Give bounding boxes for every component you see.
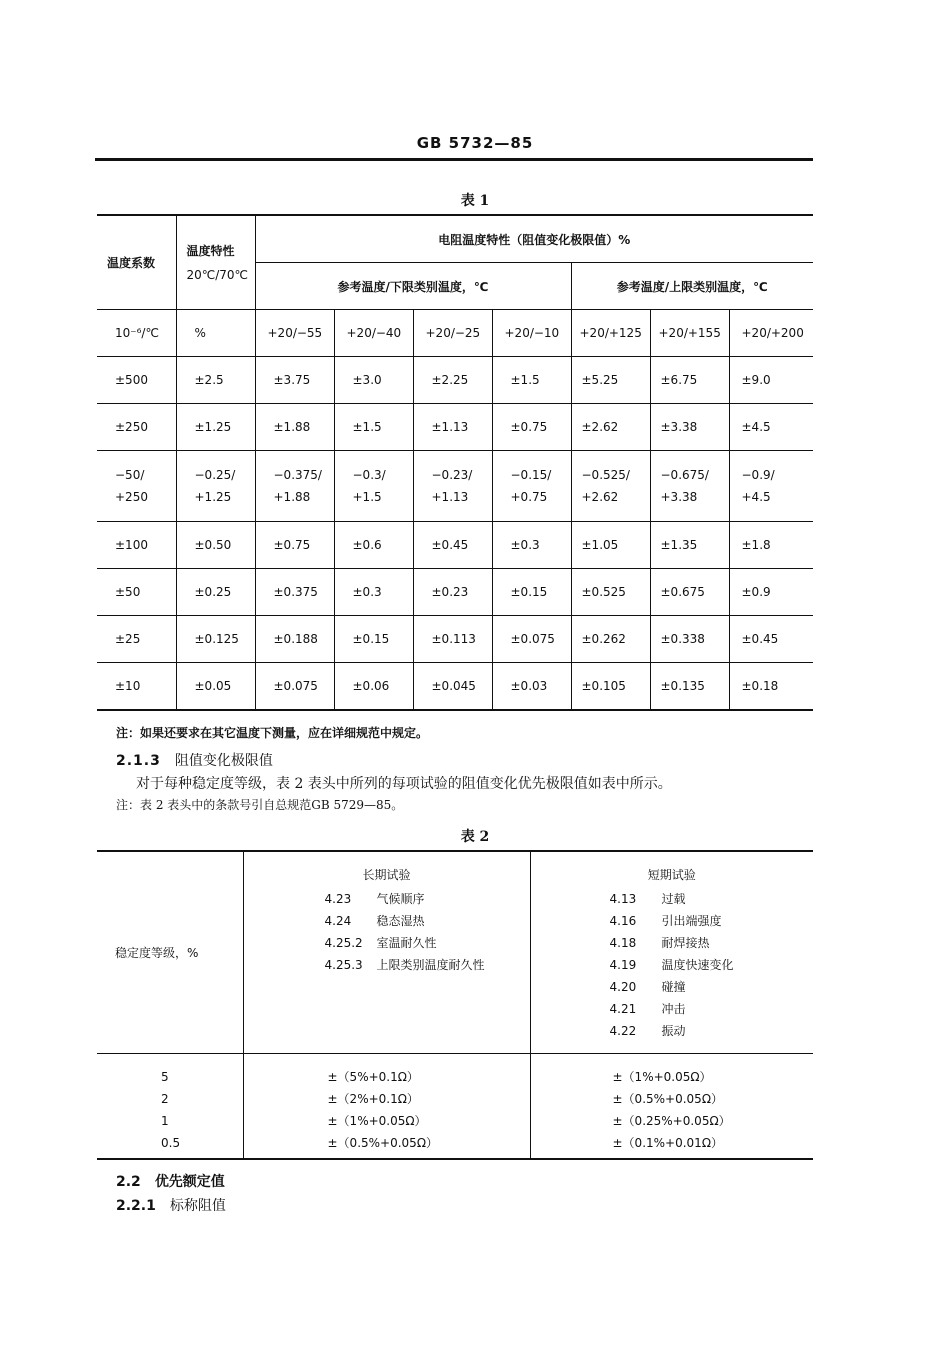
clause-no: 4.24 bbox=[324, 914, 352, 928]
unit-cell: +20/+155 bbox=[650, 310, 729, 357]
table-row bbox=[97, 522, 813, 569]
table-cell: ±0.125 bbox=[176, 616, 255, 663]
table-cell: ±1.25 bbox=[176, 404, 255, 451]
list-item bbox=[610, 976, 813, 998]
section-2-2 bbox=[116, 1171, 225, 1191]
table2-note: 注：表 2 表头中的条款号引自总规范GB 5729—85。 bbox=[116, 798, 404, 812]
table-cell: ±0.23 bbox=[413, 569, 492, 616]
limit-value: ±（2%+0.1Ω） bbox=[327, 1091, 419, 1106]
table-cell: ±1.35 bbox=[650, 522, 729, 569]
short-term-title: 短期试验 bbox=[647, 868, 696, 882]
table-cell: ±2.25 bbox=[413, 357, 492, 404]
table1-note: 注：如果还要求在其它温度下测量，应在详细规范中规定。 bbox=[116, 726, 429, 740]
limit-value: ±（0.1%+0.01Ω） bbox=[612, 1135, 723, 1150]
table-cell: ±1.05 bbox=[571, 522, 650, 569]
limit-value: ±（5%+0.1Ω） bbox=[327, 1069, 419, 1084]
clause-no: 4.21 bbox=[609, 1002, 637, 1016]
section-2-2-1 bbox=[116, 1195, 226, 1215]
unit-row bbox=[97, 310, 813, 357]
table-cell: ±500 bbox=[97, 357, 176, 404]
grade-value: 0.5 bbox=[161, 1135, 181, 1150]
table-cell: ±10 bbox=[97, 663, 176, 711]
clause-no: 4.25.2 bbox=[324, 936, 363, 950]
clause-name: 室温耐久性 bbox=[376, 936, 437, 950]
cell-line: +1.25 bbox=[194, 490, 232, 504]
table-cell: ±0.675 bbox=[650, 569, 729, 616]
table-cell: ±0.05 bbox=[176, 663, 255, 711]
cell-line: +1.13 bbox=[431, 490, 469, 504]
group-header: 电阻温度特性（阻值变化极限值）% bbox=[255, 215, 813, 263]
cell-line: −0.675/ bbox=[660, 468, 709, 482]
table-cell: ±3.38 bbox=[650, 404, 729, 451]
table-cell: ±0.9 bbox=[729, 569, 813, 616]
limit-value: ±（0.5%+0.05Ω） bbox=[327, 1135, 438, 1150]
stability-grade-header: 稳定度等级，% bbox=[97, 851, 243, 1053]
temp-characteristic-sub: 20℃/70℃ bbox=[186, 267, 249, 282]
unit-cell: +20/−40 bbox=[334, 310, 413, 357]
table-cell bbox=[729, 451, 813, 522]
unit-cell: +20/−55 bbox=[255, 310, 334, 357]
table-cell: ±100 bbox=[97, 522, 176, 569]
list-item bbox=[325, 954, 529, 976]
grade-column bbox=[97, 1053, 243, 1159]
grade-value: 5 bbox=[161, 1069, 169, 1084]
section-title: 优先额定值 bbox=[154, 1174, 225, 1190]
long-term-values bbox=[243, 1053, 530, 1159]
table-cell bbox=[571, 451, 650, 522]
cell-line: +0.75 bbox=[510, 490, 548, 504]
table-cell bbox=[334, 451, 413, 522]
table-cell: ±0.25 bbox=[176, 569, 255, 616]
clause-no: 4.16 bbox=[609, 914, 637, 928]
table-row bbox=[97, 404, 813, 451]
table-cell: ±0.045 bbox=[413, 663, 492, 711]
long-term-title: 长期试验 bbox=[362, 868, 411, 882]
clause-no: 4.23 bbox=[324, 892, 352, 906]
list-item bbox=[325, 932, 529, 954]
clause-no: 4.22 bbox=[609, 1024, 637, 1038]
clause-no: 4.20 bbox=[609, 980, 637, 994]
clause-name: 引出端强度 bbox=[661, 914, 722, 928]
cell-line: +3.38 bbox=[660, 490, 698, 504]
table-cell: ±1.5 bbox=[492, 357, 571, 404]
table-row bbox=[97, 569, 813, 616]
cell-line: +1.5 bbox=[352, 490, 382, 504]
cell-line: −0.3/ bbox=[352, 468, 386, 482]
clause-no: 4.18 bbox=[609, 936, 637, 950]
grade-value: 2 bbox=[161, 1091, 169, 1106]
table-cell: ±5.25 bbox=[571, 357, 650, 404]
clause-no: 4.19 bbox=[609, 958, 637, 972]
table-cell: ±2.62 bbox=[571, 404, 650, 451]
header-rule bbox=[95, 158, 813, 161]
cell-line: −0.25/ bbox=[194, 468, 236, 482]
table-cell: ±0.525 bbox=[571, 569, 650, 616]
table-cell: ±0.45 bbox=[729, 616, 813, 663]
list-item bbox=[610, 888, 813, 910]
table-cell: ±0.3 bbox=[492, 522, 571, 569]
clause-name: 振动 bbox=[661, 1024, 686, 1038]
table-cell: ±0.105 bbox=[571, 663, 650, 711]
table-cell: ±0.06 bbox=[334, 663, 413, 711]
table-row bbox=[97, 451, 813, 522]
list-item bbox=[325, 888, 529, 910]
table-cell: ±0.18 bbox=[729, 663, 813, 711]
unit-cell: +20/+125 bbox=[571, 310, 650, 357]
table-cell: ±3.75 bbox=[255, 357, 334, 404]
col-temp-coefficient-header: 温度系数 bbox=[97, 215, 176, 310]
table-cell: ±0.375 bbox=[255, 569, 334, 616]
unit-cell: +20/−25 bbox=[413, 310, 492, 357]
list-item bbox=[610, 1020, 813, 1042]
table-1 bbox=[97, 214, 813, 711]
table-cell: ±0.15 bbox=[334, 616, 413, 663]
list-item bbox=[610, 910, 813, 932]
section-number: 2.2.1 bbox=[116, 1198, 156, 1214]
cell-line: −0.23/ bbox=[431, 468, 473, 482]
list-item bbox=[610, 998, 813, 1020]
table-cell: ±0.338 bbox=[650, 616, 729, 663]
table-2 bbox=[97, 850, 813, 1160]
cell-line: −0.375/ bbox=[273, 468, 322, 482]
table-row bbox=[97, 616, 813, 663]
cell-line: −50/ bbox=[115, 468, 145, 482]
clause-name: 耐焊接热 bbox=[661, 936, 710, 950]
clause-name: 碰撞 bbox=[661, 980, 686, 994]
long-term-list bbox=[245, 888, 529, 976]
clause-name: 上限类别温度耐久性 bbox=[376, 958, 485, 972]
table-cell: ±0.45 bbox=[413, 522, 492, 569]
table-cell: ±0.50 bbox=[176, 522, 255, 569]
table-cell bbox=[97, 451, 176, 522]
document-header: GB 5732—85 bbox=[416, 134, 534, 152]
table-cell bbox=[650, 451, 729, 522]
limit-value: ±（0.5%+0.05Ω） bbox=[612, 1091, 723, 1106]
table-cell: ±0.3 bbox=[334, 569, 413, 616]
clause-no: 4.13 bbox=[609, 892, 637, 906]
cell-line: +2.62 bbox=[581, 490, 619, 504]
table-cell: ±6.75 bbox=[650, 357, 729, 404]
table-cell bbox=[176, 451, 255, 522]
table-cell: ±0.188 bbox=[255, 616, 334, 663]
table-cell: ±1.8 bbox=[729, 522, 813, 569]
clause-name: 气候顺序 bbox=[376, 892, 425, 906]
table-row bbox=[97, 663, 813, 711]
table-cell bbox=[255, 451, 334, 522]
table1-caption: 表 1 bbox=[460, 193, 490, 209]
table-cell: ±3.0 bbox=[334, 357, 413, 404]
table-cell: ±1.13 bbox=[413, 404, 492, 451]
table-cell: ±0.135 bbox=[650, 663, 729, 711]
clause-name: 冲击 bbox=[661, 1002, 686, 1016]
cell-line: +4.5 bbox=[741, 490, 771, 504]
table-cell: ±1.5 bbox=[334, 404, 413, 451]
table-cell: ±0.75 bbox=[492, 404, 571, 451]
clause-name: 稳态湿热 bbox=[376, 914, 425, 928]
table-cell: ±2.5 bbox=[176, 357, 255, 404]
table-cell: ±0.75 bbox=[255, 522, 334, 569]
table-cell: ±250 bbox=[97, 404, 176, 451]
table-cell: ±4.5 bbox=[729, 404, 813, 451]
cell-line: −0.525/ bbox=[581, 468, 630, 482]
clause-name: 过载 bbox=[661, 892, 686, 906]
table-cell: ±50 bbox=[97, 569, 176, 616]
short-term-values bbox=[530, 1053, 813, 1159]
list-item bbox=[610, 954, 813, 976]
long-term-header bbox=[243, 851, 530, 1053]
short-term-header bbox=[530, 851, 813, 1053]
table-cell: ±0.15 bbox=[492, 569, 571, 616]
table-cell: ±0.075 bbox=[255, 663, 334, 711]
cell-line: −0.9/ bbox=[741, 468, 775, 482]
list-item bbox=[610, 932, 813, 954]
cell-line: −0.15/ bbox=[510, 468, 552, 482]
table-cell: ±1.88 bbox=[255, 404, 334, 451]
limit-value: ±（0.25%+0.05Ω） bbox=[612, 1113, 731, 1128]
section-number: 2.2 bbox=[116, 1174, 141, 1190]
section-2-1-3 bbox=[116, 750, 273, 770]
grade-value: 1 bbox=[161, 1113, 169, 1128]
table-cell: ±0.075 bbox=[492, 616, 571, 663]
unit-cell: 10⁻⁶/℃ bbox=[97, 310, 176, 357]
col-temp-characteristic-header bbox=[176, 215, 255, 310]
temp-characteristic-label: 温度特性 bbox=[186, 243, 235, 258]
lower-temp-group: 参考温度/下限类别温度，℃ bbox=[255, 263, 571, 310]
clause-name: 温度快速变化 bbox=[661, 958, 734, 972]
clause-no: 4.25.3 bbox=[324, 958, 363, 972]
table-cell: ±9.0 bbox=[729, 357, 813, 404]
table-cell: ±0.262 bbox=[571, 616, 650, 663]
section-number: 2.1.3 bbox=[116, 753, 161, 769]
table-cell: ±0.113 bbox=[413, 616, 492, 663]
section-title: 标称阻值 bbox=[169, 1198, 226, 1214]
table-cell bbox=[492, 451, 571, 522]
table-cell: ±25 bbox=[97, 616, 176, 663]
limit-value: ±（1%+0.05Ω） bbox=[327, 1113, 427, 1128]
table-row bbox=[97, 357, 813, 404]
short-term-list bbox=[532, 888, 813, 1042]
table2-caption: 表 2 bbox=[460, 829, 490, 845]
unit-cell: % bbox=[176, 310, 255, 357]
section-title: 阻值变化极限值 bbox=[174, 753, 273, 769]
cell-line: +250 bbox=[115, 490, 148, 504]
unit-cell: +20/−10 bbox=[492, 310, 571, 357]
body-paragraph: 对于每种稳定度等级，表 2 表头中所列的每项试验的阻值变化优先极限值如表中所示。 bbox=[136, 776, 672, 792]
table-cell: ±0.6 bbox=[334, 522, 413, 569]
upper-temp-group: 参考温度/上限类别温度，℃ bbox=[571, 263, 813, 310]
table-cell bbox=[413, 451, 492, 522]
cell-line: +1.88 bbox=[273, 490, 311, 504]
table-cell: ±0.03 bbox=[492, 663, 571, 711]
unit-cell: +20/+200 bbox=[729, 310, 813, 357]
list-item bbox=[325, 910, 529, 932]
limit-value: ±（1%+0.05Ω） bbox=[612, 1069, 712, 1084]
